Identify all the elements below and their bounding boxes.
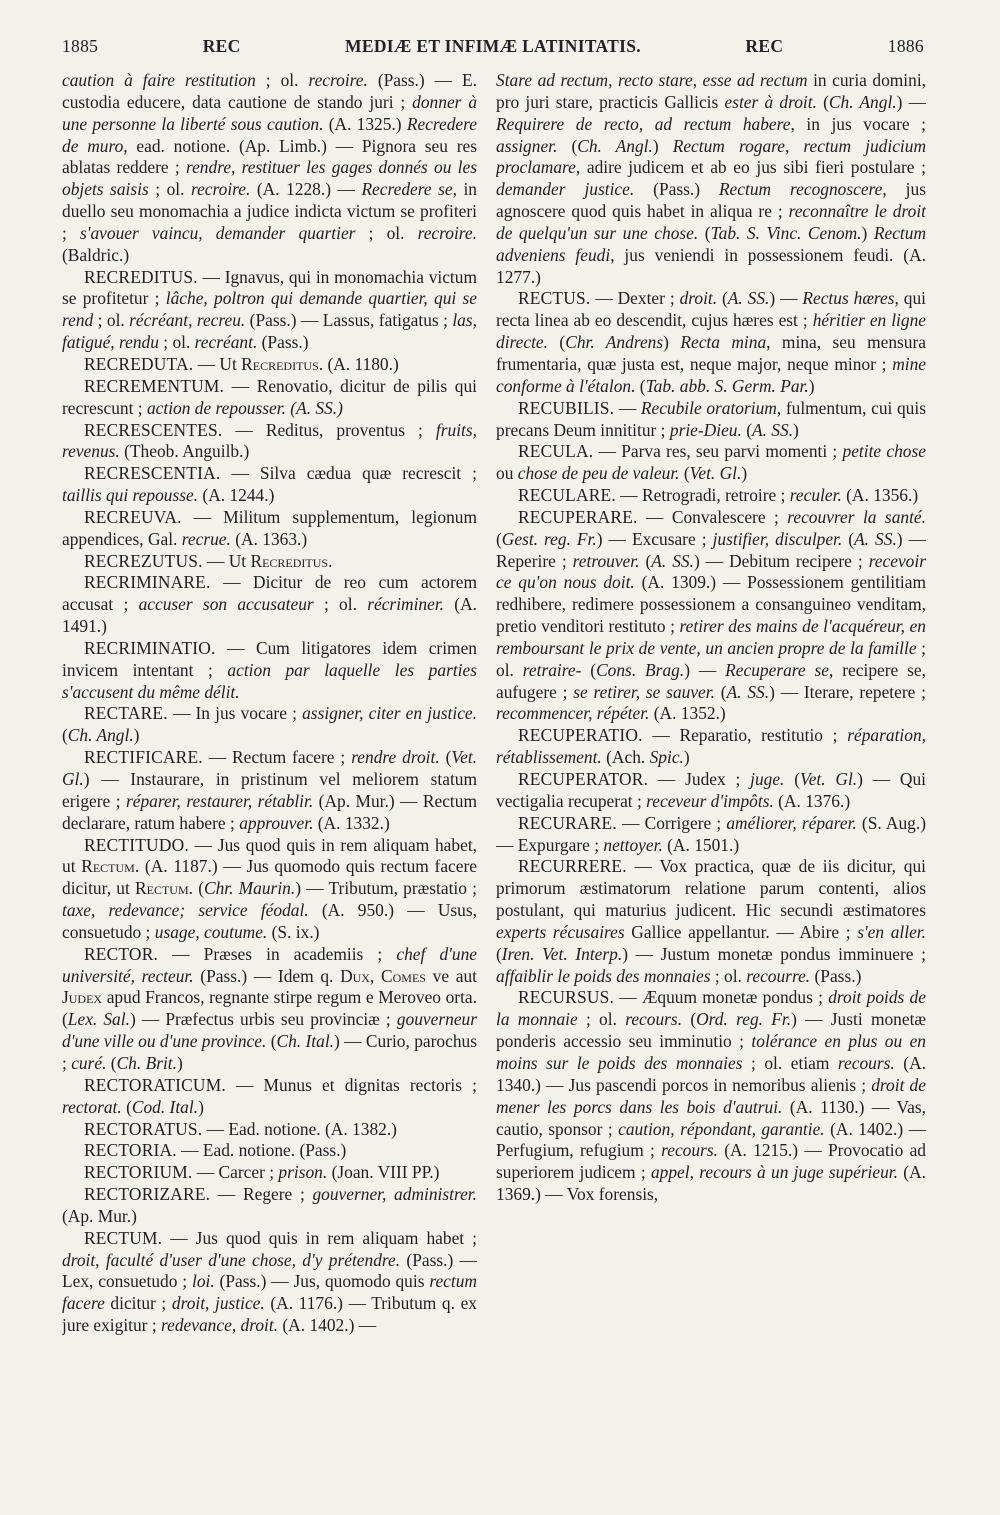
dictionary-entry — [496, 769, 926, 813]
entry-definition: — Ead. notione. (Pass.) — [176, 1140, 347, 1161]
entry-definition: — Ignavus, qui in monomachia victum se profitetur ; lâche, poltron qui demande quartier, qui se rend ; ol. récréant, recreu. (Pass.) — Lassus, fatigatus ; las, fatigué, rendu ; ol. recréant. (Pass.) — [62, 266, 477, 353]
running-header — [62, 36, 924, 66]
entry-definition: — Reparatio, restitutio ; réparation, rétablissement. (Ach. Spic.) — [496, 725, 926, 768]
right-running-abbr: REC — [745, 36, 784, 56]
entry-headword: RECTORIZARE. — [84, 1184, 211, 1205]
right-page-number: 1886 — [887, 36, 924, 56]
entry-headword: RECTOR. — [84, 943, 159, 964]
entry-headword: RECTARE. — [84, 703, 168, 724]
continued-entry — [496, 70, 926, 288]
dictionary-entry — [62, 1162, 477, 1184]
dictionary-entry — [496, 441, 926, 485]
dictionary-entry — [496, 507, 926, 725]
entry-definition: — Jus quod quis in rem aliquam habet, ut Rectum. (A. 1187.) — Jus quomodo quis rectum facere dicitur, ut Rectum. (Chr. Maurin.) — Tributum, præstatio ; taxe, redevance; service féodal. (A. 950.) — Usus, consuetudo ; usage, coutume. (S. ix.) — [62, 834, 477, 942]
entry-headword: RECUPERATIO. — [518, 725, 643, 746]
entry-definition: — Retrogradi, retroire ; reculer. (A. 1356.) — [615, 485, 919, 506]
dictionary-entry — [62, 1075, 477, 1119]
dictionary-entry — [62, 354, 477, 376]
entry-definition: — Renovatio, dicitur de pilis qui recrescunt ; action de repousser. (A. SS.) — [62, 375, 477, 418]
continued-entry — [62, 70, 477, 267]
entry-headword: RECUPERARE. — [518, 506, 638, 527]
entry-headword: RECTORIA. — [84, 1140, 177, 1161]
entry-definition: — Ut Recreditus. — [202, 550, 333, 571]
entry-definition: — Carcer ; prison. (Joan. VIII PP.) — [192, 1162, 440, 1183]
entry-headword: RECULARE. — [518, 485, 616, 506]
entry-definition: Stare ad rectum, recto stare, esse ad rectum in curia domini, pro juri stare, practicis Gallicis ester à droit. (Ch. Angl.) — Requirere de recto, ad rectum habere, in jus vocare ; assigner. (Ch. Angl.) Rectum rogare, rectum judicium proclamare, adire judicem et ab eo jus sibi fieri postulare ; demander justice. (Pass.) Rectum recognoscere, jus agnoscere quod quis habet in aliqua re ; reconnaître le droit de quelqu'un sur une chose. (Tab. S. Vinc. Cenom.) Rectum adveniens feudi, jus veniendi in possessionem feudi. (A. 1277.) — [496, 70, 926, 287]
dictionary-entry — [496, 813, 926, 857]
entry-definition: — Corrigere ; améliorer, réparer. (S. Aug.) — Expurgare ; nettoyer. (A. 1501.) — [496, 812, 926, 855]
entry-headword: RECURRERE. — [518, 856, 627, 877]
entry-headword: RECTORATUS. — [84, 1118, 203, 1139]
entry-headword: RECRESCENTIA. — [84, 463, 221, 484]
dictionary-entry — [62, 703, 477, 747]
entry-headword: RECTORATICUM. — [84, 1074, 226, 1095]
entry-definition: — Recubile oratorium, fulmentum, cui quis precans Deum innititur ; prie-Dieu. (A. SS.) — [496, 397, 926, 440]
entry-definition: — Convalescere ; recouvrer la santé. (Gest. reg. Fr.) — Excusare ; justifier, disculper. (A. SS.) — Reperire ; retrouver. (A. SS.) — Debitum recipere ; recevoir ce qu'on nous doit. (A. 1309.) — Possessionem gentilitiam redhibere, redimere possessionem a consanguineo venditam, pretio venditori restituto ; retirer des mains de l'acquéreur, en remboursant le prix de vente, un ancien propre de la famille ; ol. retraire- (Cons. Brag.) — Recuperare se, recipere se, aufugere ; se retirer, se sauver. (A. SS.) — Iterare, repetere ; recommencer, répéter. (A. 1352.) — [496, 506, 926, 724]
entry-headword: RECREDITUS. — [84, 266, 198, 287]
entry-definition: — Æquum monetæ pondus ; droit poids de la monnaie ; ol. recours. (Ord. reg. Fr.) — Justi monetæ ponderis accessio seu imminutio ; tolérance en plus ou en moins sur le poids des monnaies ; ol. etiam recours. (A. 1340.) — Jus pascendi porcos in nemoribus alienis ; droit de mener les porcs dans les bois d'autrui. (A. 1130.) — Vas, cautio, sponsor ; caution, répondant, garantie. (A. 1402.) — Perfugium, refugium ; recours. (A. 1215.) — Provocatio ad superiorem judicem ; appel, recours à un juge supérieur. (A. 1369.) — Vox forensis, — [496, 987, 926, 1205]
dictionary-entry — [62, 1184, 477, 1228]
dictionary-entry — [496, 398, 926, 442]
left-page-number: 1885 — [62, 36, 99, 56]
entry-definition: caution à faire restitution ; ol. recroire. (Pass.) — E. custodia educere, data cautione de stando juri ; donner à une personne la liberté sous caution. (A. 1325.) Recredere de muro, ead. notione. (Ap. Limb.) — Pignora seu res ablatas reddere ; rendre, restituer les gages donnés ou les objets saisis ; ol. recroire. (A. 1228.) — Recredere se, in duello seu monomachia a judice indicta victum se profiteri ; s'avouer vaincu, demander quartier ; ol. recroire. (Baldric.) — [62, 70, 477, 265]
entry-headword: RECREUVA. — [84, 506, 182, 527]
entry-definition: — Dexter ; droit. (A. SS.) — Rectus hæres, qui recta linea ab eo descendit, cujus hæres est ; héritier en ligne directe. (Chr. Andrens) Recta mina, mina, seu mensura frumentaria, quæ justa est, neque major, neque minor ; mine conforme à l'étalon. (Tab. abb. S. Germ. Par.) — [496, 288, 926, 396]
dictionary-entry — [62, 1140, 477, 1162]
entry-headword: RECREZUTUS. — [84, 550, 203, 571]
entry-definition: — Munus et dignitas rectoris ; rectorat. (Cod. Ital.) — [62, 1074, 477, 1117]
entry-headword: RECRIMINARE. — [84, 572, 211, 593]
dictionary-entry — [62, 1119, 477, 1141]
running-title: MEDIÆ ET INFIMÆ LATINITATIS. — [345, 36, 641, 56]
entry-definition: — Parva res, seu parvi momenti ; petite chose ou chose de peu de valeur. (Vet. Gl.) — [496, 441, 926, 484]
entry-definition: — In jus vocare ; assigner, citer en justice. (Ch. Angl.) — [62, 703, 477, 746]
entry-definition: — Cum litigatores idem crimen invicem intentant ; action par laquelle les parties s'accusent du même délit. — [62, 637, 477, 702]
entry-definition: — Ead. notione. (A. 1382.) — [202, 1118, 397, 1139]
entry-definition: — Ut Recreditus. (A. 1180.) — [193, 353, 399, 374]
entry-headword: RECUPERATOR. — [518, 769, 649, 789]
entry-headword: RECTUM. — [84, 1227, 163, 1248]
dictionary-entry — [62, 376, 477, 420]
entry-headword: RECURARE. — [518, 812, 617, 833]
entry-definition: — Militum supplementum, legionum appendices, Gal. recrue. (A. 1363.) — [62, 506, 477, 549]
dictionary-entry — [62, 463, 477, 507]
entry-headword: RECUBILIS. — [518, 397, 615, 418]
entry-definition: — Regere ; gouverner, administrer. (Ap. Mur.) — [62, 1184, 477, 1226]
dictionary-entry — [496, 856, 926, 987]
entry-headword: RECTUS. — [518, 288, 591, 309]
entry-definition: — Jus quod quis in rem aliquam habet ; droit, faculté d'user d'une chose, d'y prétendre. (Pass.) — Lex, consuetudo ; loi. (Pass.) — Jus, quomodo quis rectum facere dicitur ; droit, justice. (A. 1176.) — Tributum q. ex jure exigitur ; redevance, droit. (A. 1402.) — — [62, 1227, 477, 1336]
entry-headword: RECTIFICARE. — [84, 747, 203, 768]
dictionary-entry — [62, 638, 477, 704]
entry-headword: RECREMENTUM. — [84, 375, 225, 396]
right-column — [496, 70, 926, 1501]
dictionary-entry — [62, 507, 477, 551]
dictionary-entry — [496, 485, 926, 507]
entry-headword: RECREDUTA. — [84, 353, 194, 374]
entry-headword: RECTITUDO. — [84, 834, 189, 855]
entry-definition: — Judex ; juge. (Vet. Gl.) — Qui vectigalia recuperat ; receveur d'impôts. (A. 1376.) — [496, 769, 926, 811]
entry-definition: — Præses in academiis ; chef d'une université, recteur. (Pass.) — Idem q. Dux, Comes ve aut Judex apud Francos, regnante stirpe regum e Meroveo orta. (Lex. Sal.) — Præfectus urbis seu provinciæ ; gouverneur d'une ville ou d'une province. (Ch. Ital.) — Curio, parochus ; curé. (Ch. Brit.) — [62, 943, 477, 1073]
entry-definition: — Rectum facere ; rendre droit. (Vet. Gl.) — Instaurare, in pristinum vel meliorem statum erigere ; réparer, restaurer, rétablir. (Ap. Mur.) — Rectum declarare, ratum habere ; approuver. (A. 1332.) — [62, 747, 477, 833]
entry-headword: RECTORIUM. — [84, 1162, 193, 1183]
dictionary-entry — [62, 551, 477, 573]
entry-definition: — Vox practica, quæ de iis dicitur, qui primorum æstimatorum relatione parum contenti, alios postulant, qui maturius judicent. Hic secundi æstimatores experts récusaires Gallice appellantur. — Abire ; s'en aller. (Iren. Vet. Interp.) — Justum monetæ pondus imminuere ; affaiblir le poids des monnaies ; ol. recourre. (Pass.) — [496, 856, 926, 986]
dictionary-entry — [62, 747, 477, 834]
entry-headword: RECRESCENTES. — [84, 419, 223, 440]
dictionary-entry — [62, 572, 477, 638]
entry-definition: — Reditus, proventus ; fruits, revenus. (Theob. Anguilb.) — [62, 419, 477, 462]
dictionary-entry — [62, 420, 477, 464]
dictionary-entry — [62, 835, 477, 944]
dictionary-entry — [62, 1228, 477, 1337]
entry-definition: — Dicitur de reo cum actorem accusat ; accuser son accusateur ; ol. récriminer. (A. 1491.) — [62, 572, 477, 637]
entry-headword: RECRIMINATIO. — [84, 637, 216, 658]
entry-definition: — Silva cædua quæ recrescit ; taillis qui repousse. (A. 1244.) — [62, 463, 477, 506]
dictionary-entry — [62, 267, 477, 354]
left-column — [62, 70, 477, 1501]
dictionary-entry — [62, 944, 477, 1075]
dictionary-entry — [496, 987, 926, 1205]
left-running-abbr: REC — [202, 36, 241, 56]
entry-headword: RECULA. — [518, 441, 594, 462]
dictionary-entry — [496, 288, 926, 397]
dictionary-entry — [496, 725, 926, 769]
entry-headword: RECURSUS. — [518, 987, 615, 1008]
